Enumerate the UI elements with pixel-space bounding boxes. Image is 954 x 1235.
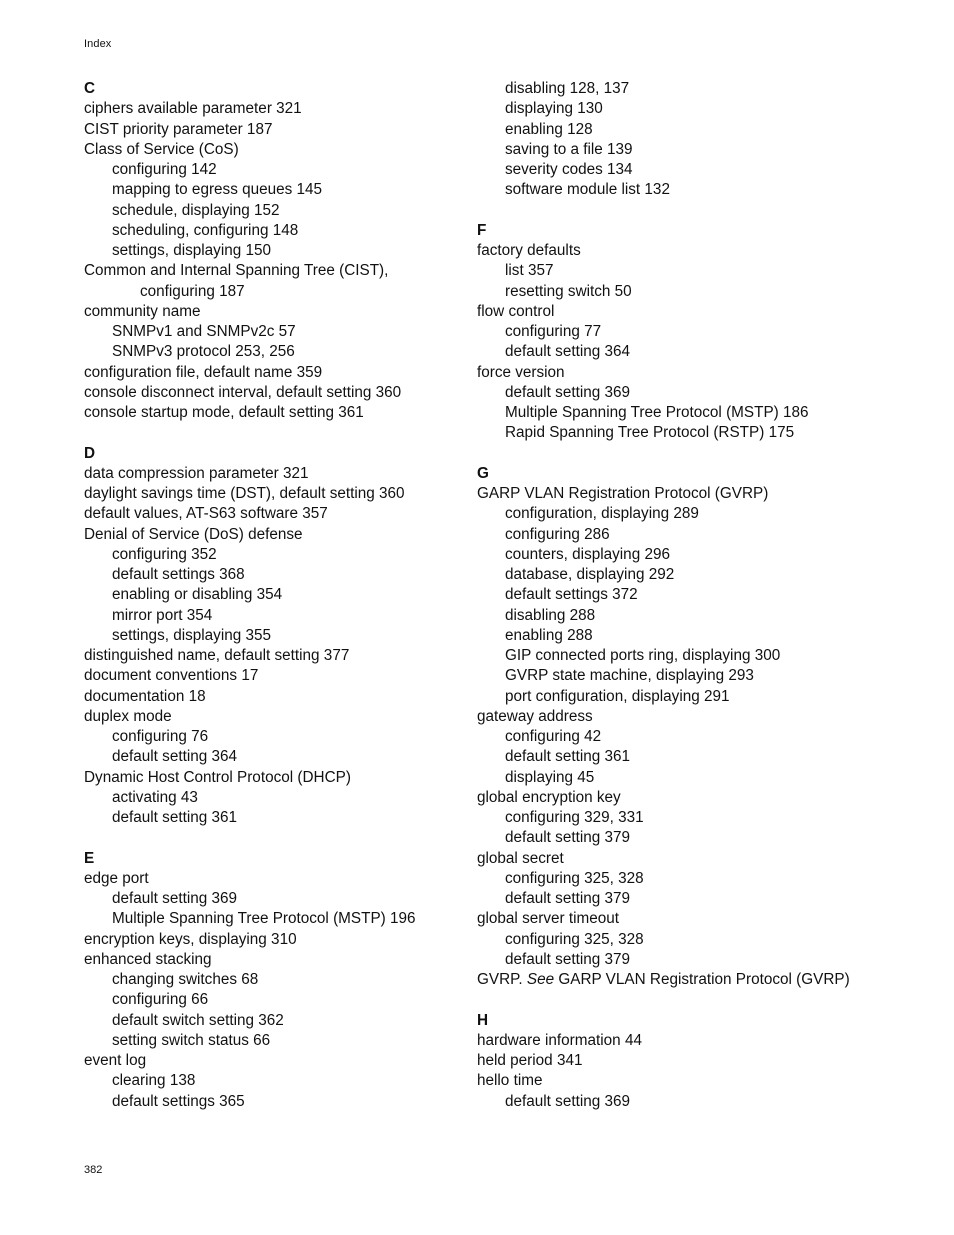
index-subentry: mapping to egress queues 145 bbox=[112, 181, 323, 199]
index-subentry: changing switches 68 bbox=[112, 971, 259, 988]
index-entry: hardware information 44 bbox=[477, 1031, 642, 1049]
index-entry: CIST priority parameter 187 bbox=[84, 120, 273, 138]
index-subentry: SNMPv3 protocol 253, 256 bbox=[112, 343, 295, 361]
index-entry: held period 341 bbox=[477, 1052, 583, 1069]
index-entry: document conventions 17 bbox=[84, 667, 259, 685]
see-pre: GVRP. bbox=[477, 971, 527, 988]
section-gap bbox=[477, 201, 897, 221]
index-entry: configuration file, default name 359 bbox=[84, 363, 323, 381]
index-subentry: disabling 128, 137 bbox=[505, 80, 630, 97]
index-subentry: software module list 132 bbox=[505, 181, 670, 199]
index-subentry: configuring 76 bbox=[112, 728, 209, 745]
index-subentry: enabling or disabling 354 bbox=[112, 586, 283, 604]
index-entry: Dynamic Host Control Protocol (DHCP) bbox=[84, 768, 351, 786]
index-entry: hello time bbox=[477, 1072, 543, 1090]
page-number: 382 bbox=[84, 1164, 103, 1176]
index-letter-heading: F bbox=[477, 221, 487, 239]
index-entry: console disconnect interval, default setting 360 bbox=[84, 383, 402, 401]
section-gap bbox=[84, 828, 484, 848]
index-letter-heading: E bbox=[84, 849, 95, 867]
index-letter-heading: G bbox=[477, 464, 489, 482]
index-entry: gateway address bbox=[477, 707, 593, 725]
index-subentry: setting switch status 66 bbox=[112, 1031, 271, 1049]
index-subentry: list 357 bbox=[505, 262, 554, 280]
index-subentry: default switch setting 362 bbox=[112, 1011, 284, 1029]
index-subentry: activating 43 bbox=[112, 788, 198, 806]
index-subentry: default setting 364 bbox=[505, 343, 631, 361]
index-entry: flow control bbox=[477, 302, 555, 320]
index-subentry: default setting 379 bbox=[505, 829, 631, 847]
index-subentry: Multiple Spanning Tree Protocol (MSTP) 186 bbox=[505, 404, 809, 421]
index-subentry: GIP connected ports ring, displaying 300 bbox=[505, 647, 781, 664]
index-subentry: configuring 42 bbox=[505, 728, 602, 745]
index-subentry: severity codes 134 bbox=[505, 161, 633, 178]
section-gap bbox=[477, 444, 897, 464]
index-entry: default values, AT-S63 software 357 bbox=[84, 505, 328, 523]
index-subentry: saving to a file 139 bbox=[505, 140, 633, 158]
index-entry: edge port bbox=[84, 869, 149, 887]
index-subentry: clearing 138 bbox=[112, 1072, 196, 1090]
index-subentry: counters, displaying 296 bbox=[505, 545, 670, 563]
index-subentry: default setting 379 bbox=[505, 890, 631, 907]
index-entry: global server timeout bbox=[477, 910, 619, 928]
index-subentry: mirror port 354 bbox=[112, 606, 213, 624]
index-subentry: schedule, displaying 152 bbox=[112, 201, 280, 219]
index-subentry: scheduling, configuring 148 bbox=[112, 221, 299, 239]
index-subentry: default setting 364 bbox=[112, 748, 238, 766]
index-entry: daylight savings time (DST), default setting 360 bbox=[84, 485, 405, 502]
index-entry: enhanced stacking bbox=[84, 950, 212, 968]
index-entry: duplex mode bbox=[84, 707, 172, 725]
index-entry: global secret bbox=[477, 849, 564, 867]
index-subentry: enabling 288 bbox=[505, 626, 593, 644]
index-entry: global encryption key bbox=[477, 788, 621, 806]
index-subentry: configuring 352 bbox=[112, 545, 217, 563]
index-subentry: configuring 66 bbox=[112, 991, 209, 1009]
index-entry: console startup mode, default setting 361 bbox=[84, 404, 364, 421]
index-entry: data compression parameter 321 bbox=[84, 464, 309, 482]
index-subentry: settings, displaying 355 bbox=[112, 626, 272, 644]
index-subentry: default setting 361 bbox=[505, 748, 631, 766]
section-gap bbox=[477, 990, 897, 1010]
index-subentry: displaying 130 bbox=[505, 100, 603, 118]
see-target: GARP VLAN Registration Protocol (GVRP) bbox=[554, 971, 850, 988]
index-column-left bbox=[84, 79, 484, 1112]
index-entry: Denial of Service (DoS) defense bbox=[84, 525, 303, 543]
see-word: See bbox=[526, 971, 555, 988]
index-entry: documentation 18 bbox=[84, 687, 206, 705]
index-subentry: configuration, displaying 289 bbox=[505, 505, 699, 523]
index-subentry: default setting 369 bbox=[505, 1092, 631, 1110]
index-subentry: configuring 329, 331 bbox=[505, 809, 644, 826]
index-entry: Class of Service (CoS) bbox=[84, 140, 239, 158]
index-entry: encryption keys, displaying 310 bbox=[84, 930, 297, 948]
index-subentry: configuring 77 bbox=[505, 323, 602, 340]
index-subentry: configuring 325, 328 bbox=[505, 869, 644, 887]
index-subentry: default setting 379 bbox=[505, 950, 631, 968]
index-entry: event log bbox=[84, 1052, 147, 1069]
index-entry: GARP VLAN Registration Protocol (GVRP) bbox=[477, 485, 769, 502]
index-entry: Common and Internal Spanning Tree (CIST), bbox=[84, 262, 389, 280]
index-subentry: default settings 372 bbox=[505, 586, 638, 604]
index-entry: distinguished name, default setting 377 bbox=[84, 647, 350, 664]
index-letter-heading: D bbox=[84, 444, 96, 462]
index-subentry: SNMPv1 and SNMPv2c 57 bbox=[112, 323, 296, 340]
index-entry: force version bbox=[477, 363, 565, 381]
index-subentry: database, displaying 292 bbox=[505, 566, 675, 583]
index-subentry: resetting switch 50 bbox=[505, 282, 632, 300]
index-column-right bbox=[477, 79, 897, 1112]
index-subentry: default setting 369 bbox=[112, 890, 238, 907]
index-subentry: displaying 45 bbox=[505, 768, 595, 786]
index-subentry: configuring 325, 328 bbox=[505, 930, 644, 948]
index-entry: factory defaults bbox=[477, 242, 581, 259]
index-subentry: configuring 187 bbox=[140, 282, 245, 300]
index-letter-heading: C bbox=[84, 80, 96, 97]
index-subentry: default settings 365 bbox=[112, 1092, 245, 1110]
index-letter-heading: H bbox=[477, 1011, 489, 1029]
running-header: Index bbox=[84, 38, 112, 50]
index-subentry: disabling 288 bbox=[505, 606, 596, 624]
index-entry-see-reference bbox=[477, 970, 897, 990]
section-gap bbox=[84, 423, 484, 443]
index-entry: ciphers available parameter 321 bbox=[84, 100, 302, 118]
index-subentry: configuring 142 bbox=[112, 161, 217, 178]
index-subentry: Rapid Spanning Tree Protocol (RSTP) 175 bbox=[505, 424, 795, 442]
index-subentry: enabling 128 bbox=[505, 120, 593, 138]
index-subentry: settings, displaying 150 bbox=[112, 242, 272, 259]
index-subentry: default settings 368 bbox=[112, 566, 245, 583]
index-subentry: Multiple Spanning Tree Protocol (MSTP) 196 bbox=[112, 910, 416, 928]
index-entry: community name bbox=[84, 302, 201, 320]
index-subentry: default setting 361 bbox=[112, 809, 238, 826]
index-subentry: configuring 286 bbox=[505, 525, 610, 543]
index-subentry: default setting 369 bbox=[505, 383, 631, 401]
index-subentry: GVRP state machine, displaying 293 bbox=[505, 667, 754, 685]
index-subentry: port configuration, displaying 291 bbox=[505, 687, 730, 705]
